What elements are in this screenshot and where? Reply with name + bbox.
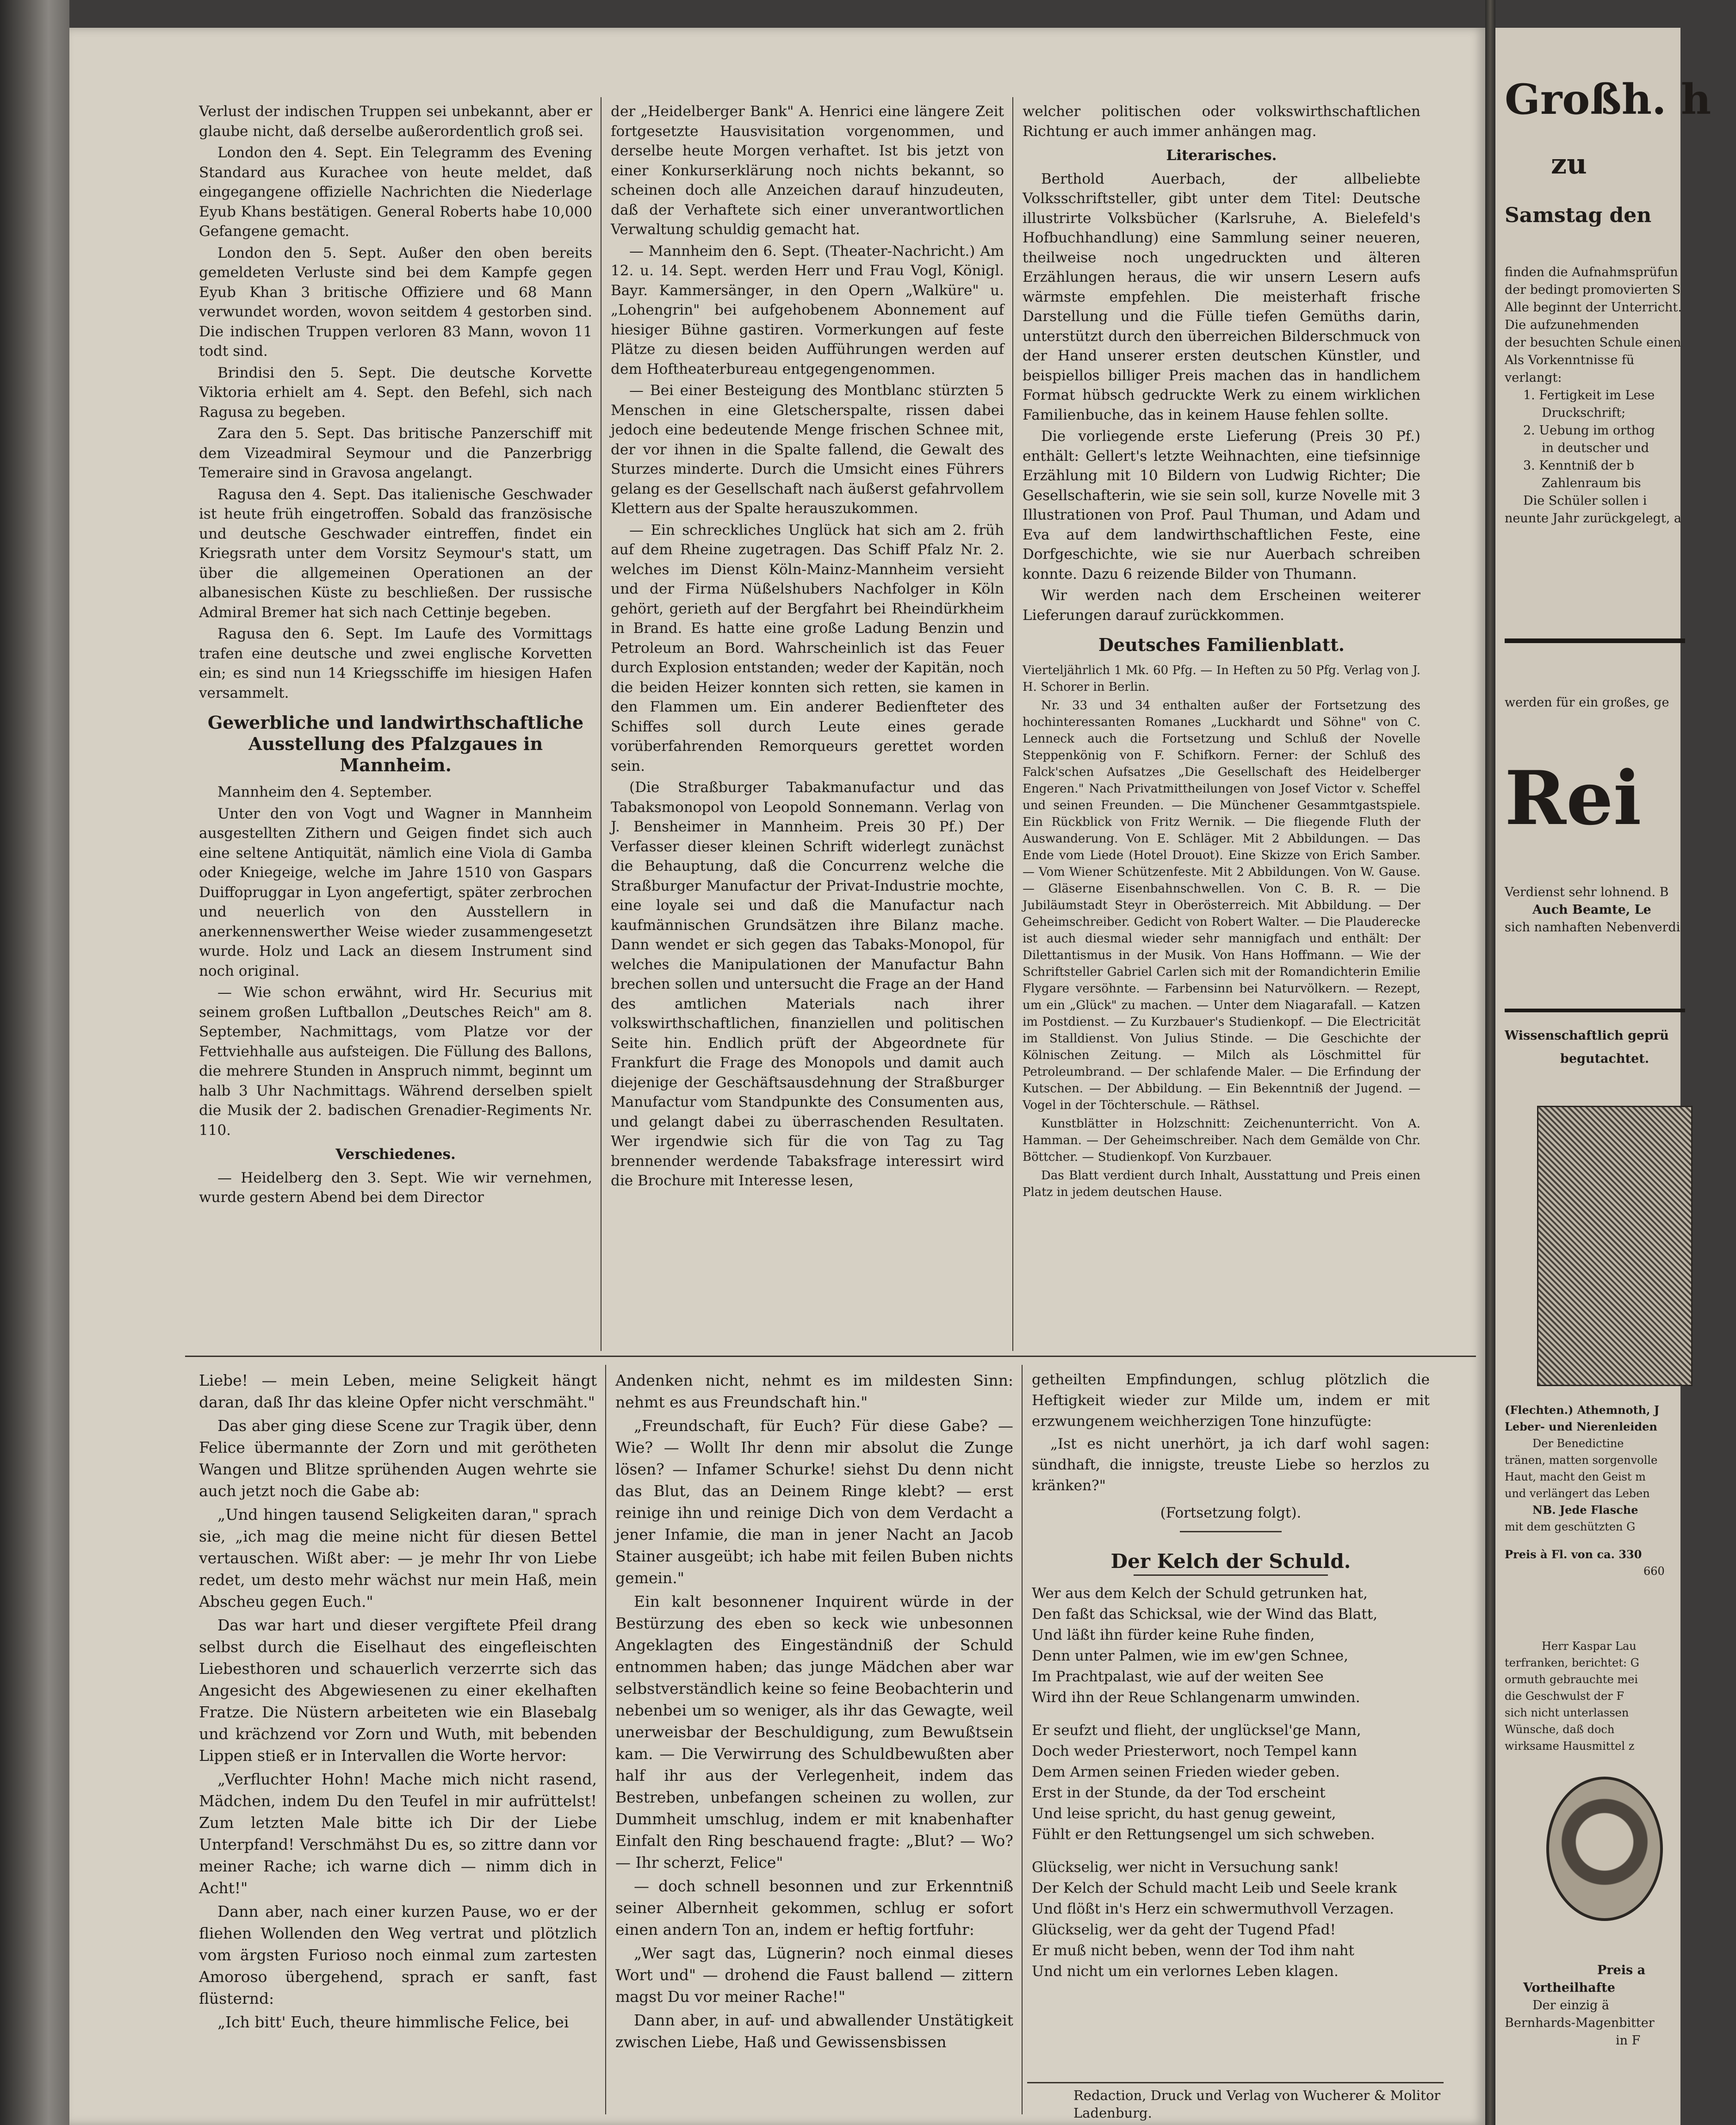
text-line: Herr Kaspar Lau bbox=[1542, 1640, 1637, 1653]
dateline: Mannheim den 4. September. bbox=[217, 784, 433, 800]
ad-border bbox=[1505, 1009, 1685, 1012]
news-item: Ragusa den 4. Sept. Das italienische Geschwader ist heute früh eingetroffen. Sobald das französische und deutsche Geschwader eintreffen, findet ein Kriegsrath unter dem Vorsitz Seymour's statt, um über die allgemeinen Operationen an der albanesischen Küste zu beschließen. Der russische Admiral Bremer hat sich nach Cettinje begeben. bbox=[199, 486, 592, 621]
text-line: Bernhards-Magenbitter bbox=[1505, 2016, 1655, 2030]
news-item: — Bei einer Besteigung des Montblanc stürzten 5 Menschen in eine Gletscherspalte, rissen dabei jedoch eine bedeutende Menge frischen Schnee mit, der vor ihnen in die Spalte fallend, die Gewalt des Sturzes minderte. Durch die Umsicht eines Führers gelang es der Gesellschaft nach äußerst gefahrvollem Klettern aus der Spalte herauszukommen. bbox=[611, 382, 1004, 517]
text-line: Leber- und Nierenleiden bbox=[1505, 1420, 1657, 1433]
ad-text-d bbox=[1505, 1638, 1680, 1754]
continuation-note: (Fortsetzung folgt). bbox=[1160, 1505, 1302, 1521]
right-title-2: zu bbox=[1551, 148, 1587, 180]
text-line: ormuth gebrauchte mei bbox=[1505, 1673, 1638, 1686]
section-heading-literary: Literarisches. bbox=[1166, 147, 1277, 164]
ad2-subhead: begutachtet. bbox=[1560, 1052, 1649, 1066]
text-line: 2. Uebung im orthog bbox=[1523, 423, 1655, 438]
right-title-3: Samstag den bbox=[1505, 204, 1652, 227]
text-line: 660 bbox=[1643, 1565, 1665, 1578]
text-line: Wünsche, daß doch bbox=[1505, 1723, 1615, 1736]
feuilleton-column-2 bbox=[615, 1369, 1013, 2091]
text-line: sich nicht unterlassen bbox=[1505, 1706, 1629, 1719]
page-gutter bbox=[1485, 0, 1495, 2125]
news-item: — Mannheim den 6. Sept. (Theater-Nachricht.) Am 12. u. 14. Sept. werden Herr und Frau Vogl, Königl. Bayr. Kammersänger, in den Opern „Walküre" u. „Lohengrin" bei aufgehobenem Abonnement auf hiesiger Bühne gastiren. Vormerkungen auf feste Plätze zu diesen beiden Aufführungen werden auf dem Hoftheaterbureau entgegengenommen. bbox=[611, 242, 1004, 378]
text-line: Die Schüler sollen i bbox=[1523, 494, 1647, 508]
ad2-headline: Wissenschaftlich geprü bbox=[1505, 1028, 1669, 1043]
ad-text-b bbox=[1505, 884, 1680, 936]
article-text: — Heidelberg den 3. Sept. Wie wir vernehmen, wurde gestern Abend bei dem Director bbox=[199, 1169, 592, 1206]
story-text: „Und hingen tausend Seligkeiten daran," sprach sie, „ich mag die meine nicht für diesen Bettel vertauschen. Wißt aber: — je mehr Ihr von Liebe redet, um desto mehr wächst nur mein Haß, mein Abscheu gegen Euch." bbox=[199, 1505, 597, 1611]
news-item: Brindisi den 5. Sept. Die deutsche Korvette Viktoria erhielt am 4. Sept. den Befehl, sich nach Ragusa zu begeben. bbox=[199, 364, 592, 421]
article-text: Verlust der indischen Truppen sei unbekannt, aber er glaube nicht, daß derselbe außerordentlich groß sei. bbox=[199, 103, 592, 140]
story-text: Dann aber, in auf- und abwallender Unstätigkeit zwischen Liebe, Haß und Gewissensbissen bbox=[615, 2011, 1013, 2051]
poem-line: Und läßt ihn fürder keine Ruhe finden, bbox=[1032, 1627, 1315, 1643]
divider bbox=[1134, 1574, 1328, 1576]
text-line: sich namhaften Nebenverdi bbox=[1505, 920, 1680, 935]
article-text: Nr. 33 und 34 enthalten außer der Fortsetzung des hochinteressanten Romanes „Luckhardt und Söhne" von C. Lenneck auch die Fortsetzung und Schluß der Novelle Steppenkönig von F. Schifkorn. Ferner: der Schluß des Falck'schen Aufsatzes „Die Gesellschaft des Heidelberger Engeren." Nach Privatmittheilungen von Josef Victor v. Scheffel und seinen Freunden. — Die Münchener Gesammtgastspiele. Ein Rückblick von Fritz Wernik. — Die fliegende Fluth der Auswanderung. Von E. Schläger. Mit 2 Abbildungen. — Das Ende vom Liede (Hotel Drouot). Eine Skizze von Erich Samber. — Vom Wiener Schützenfeste. Mit 2 Abbildungen. Von W. Gause. — Gläserne Eisenbahnschwellen. Von C. B. R. — Die Jubiläumstadt Steyr in Oberösterreich. Mit Abbildung. — Der Geheimschreiber. Gedicht von Robert Walter. — Die Plauderecke ist auch diesmal wieder sehr mannigfach und enthält: Der Dilettantismus in der Musik. Von Hans Hoffmann. — Wie der Schriftsteller Gabriel Carlen sich mit der Romandichterin Emilie Flygare versöhnte. — Farbensinn bei Naturvölkern. — Rezept, um ein „Glück" zu machen. — Unter dem Niagarafall. — Katzen im Postdienst. — Zu Kurzbauer's Studienkopf. — Die Electricität im Stalldienst. Von Julius Stinde. — Die Geschichte der Kölnischen Zeitung. — Milch als Löschmittel für Petroleumbrand. — Der schlafende Maler. — Die Erfindung der Kutschen. — Der Abbildung. — Ein Bekenntniß der Jugend. — Vogel in der Töchterschule. — Räthsel. bbox=[1023, 699, 1420, 1112]
article-text: Wir werden nach dem Erscheinen weiterer Lieferungen darauf zurückkommen. bbox=[1023, 587, 1420, 624]
poem-title: Der Kelch der Schuld. bbox=[1110, 1550, 1351, 1573]
text-line: Als Vorkenntnisse fü bbox=[1505, 353, 1635, 367]
ad-small-text: werden für ein großes, ge bbox=[1505, 695, 1669, 710]
text-line: neunte Jahr zurückgelegt, a bbox=[1505, 511, 1682, 526]
article-text: Die vorliegende erste Lieferung (Preis 30 Pf.) enthält: Gellert's letzte Weihnachten, eine tiefsinnige Erzählung mit 10 Bildern von Ludwig Richter; Die Gesellschafterin, wie sie sein soll, kurze Novelle mit 3 Illustrationen von Prof. Paul Thuman, und Adam und Eva auf dem landwirthschaftlichen Feste, eine Dorfgeschichte, wie sie nur Auerbach schreiben konnte. Dazu 6 reizende Bilder von Thumann. bbox=[1023, 428, 1420, 582]
ad-border bbox=[1505, 638, 1685, 643]
monk-medallion-icon bbox=[1546, 1777, 1663, 1921]
right-text-a bbox=[1505, 264, 1680, 527]
story-text: „Ich bitt' Euch, theure himmlische Felice, bei bbox=[217, 2013, 569, 2031]
feuilleton-column-1 bbox=[199, 1369, 597, 2091]
news-item: Ragusa den 6. Sept. Im Laufe des Vormittags trafen eine deutsche und zwei englische Korvetten ein; es sind nun 14 Kriegsschiffe im hiesigen Hafen versammelt. bbox=[199, 626, 592, 701]
news-item: Zara den 5. Sept. Das britische Panzerschiff mit dem Vizeadmiral Seymour und die Panzerbrigg Temeraire sind in Gravosa angelangt. bbox=[199, 425, 592, 481]
text-line: (Flechten.) Athemnoth, J bbox=[1505, 1403, 1660, 1417]
poem-stanza-2 bbox=[1032, 1720, 1430, 1845]
column-rule bbox=[605, 1365, 606, 2114]
story-text: „Verfluchter Hohn! Mache mich nicht rasend, Mädchen, indem Du den Teufel in mir aufrüttelst! Zum letzten Male bitte ich Dir der Liebe Unterpfand! Verschmähst Du es, so zittre dann vor meiner Rache; ich warne dich — nimm dich in Acht!" bbox=[199, 1770, 597, 1897]
text-line: in deutscher und bbox=[1542, 441, 1649, 455]
engraving-illustration bbox=[1537, 1106, 1693, 1386]
text-line: wirksame Hausmittel z bbox=[1505, 1740, 1635, 1753]
poem-line: Und flößt in's Herz ein schwermuthvoll Verzagen. bbox=[1032, 1901, 1394, 1917]
text-line: Preis a bbox=[1597, 1963, 1646, 1977]
story-text: Ein kalt besonnener Inquirent würde in der Bestürzung des eben so keck wie unbesonnen Angeklagten des Eingeständniß der Schuld entnommen haben; das junge Mädchen aber war selbstverständlich keine so feine Beobachterin und nebenbei um so weniger, als ihr das Gewagte, weil unerweisbar der Beschuldigung, zum Bewußtsein kam. — Die Verwirrung des Schuldbewußten aber half ihr aus der Verlegenheit, indem das Bestreben, unbefangen scheinen zu wollen, zur Dummheit umschlug, indem er mit knabenhafter Einfalt den Ring beschauend fragte: „Blut? — Wo? — Ihr scherzt, Felice" bbox=[615, 1592, 1013, 1871]
column-3 bbox=[1023, 102, 1420, 1351]
text-line: und verlängert das Leben bbox=[1505, 1487, 1650, 1500]
poem-line: Erst in der Stunde, da der Tod erscheint bbox=[1032, 1784, 1326, 1801]
column-1 bbox=[199, 102, 592, 1351]
book-review: (Die Straßburger Tabakmanufactur und das Tabaksmonopol von Leopold Sonnemann. Verlag von J. Bensheimer in Mannheim. Preis 30 Pf.) Der Verfasser dieser kleinen Schrift widerlegt zunächst die Behauptung, daß die Concurrenz welche die Straßburger Manufactur der Privat-Industrie mochte, eine loyale sei und daß die Manufactur nach kaufmännischen Grundsätzen ihre Bilanz mache. Dann wendet er sich gegen das Tabaks-Monopol, für welches die Manipulationen der Manufactur Bahn brechen sollen und untersucht die Frage an der Hand des amtlichen Materials nach ihrer volkswirthschaftlichen, finanziellen und politischen Seite hin. Endlich prüft der Abgeordnete für Frankfurt die Frage des Monopols und damit auch diejenige der Geschäftsausdehnung der Straßburger Manufactur vom Standpunkte des Consumenten aus, und gelangt dabei zu überraschenden Resultaten. Wer irgendwie sich für die von Tag zu Tag brennender werdende Tabaksfrage interessirt wird die Brochure mit Interesse lesen, bbox=[611, 779, 1004, 1189]
column-rule bbox=[1022, 1365, 1023, 2114]
text-line: Alle beginnt der Unterricht. bbox=[1505, 300, 1682, 315]
story-text: „Ist es nicht unerhört, ja ich darf wohl sagen: sündhaft, die innigste, treuste Liebe so herzlos zu kränken?" bbox=[1032, 1436, 1430, 1494]
story-text: getheilten Empfindungen, schlug plötzlich die Heftigkeit wieder zur Milde um, indem er mit erzwungenem weichherzigen Tone hinzufügte: bbox=[1032, 1371, 1430, 1430]
article-text: welcher politischen oder volkswirthschaftlichen Richtung er auch immer anhängen mag. bbox=[1023, 103, 1420, 140]
poem-line: Den faßt das Schicksal, wie der Wind das Blatt, bbox=[1032, 1606, 1378, 1623]
section-heading-misc: Verschiedenes. bbox=[335, 1146, 456, 1163]
section-heading-familienblatt: Deutsches Familienblatt. bbox=[1098, 634, 1345, 655]
imprint: Redaction, Druck und Verlag von Wucherer & Molitor Ladenburg. bbox=[1073, 2088, 1441, 2121]
article-text: der „Heidelberger Bank" A. Henrici eine längere Zeit fortgesetzte Hausvisitation vorgenommen, und derselbe heute Morgen verhaftet. Ist bis jetzt von einer Konkurserklärung noch nichts bekannt, so scheinen doch alle Anzeichen darauf hinzudeuten, daß der Verhaftete sich einer unverantwortlichen Verwaltung schuldig gemacht hat. bbox=[611, 103, 1004, 238]
poem-line: Glückselig, wer nicht in Versuchung sank! bbox=[1032, 1859, 1339, 1876]
section-heading-exhibition: Gewerbliche und landwirthschaftliche Ausstellung des Pfalzgaues in Mannheim. bbox=[207, 712, 584, 775]
poem-line: Der Kelch der Schuld macht Leib und Seele krank bbox=[1032, 1880, 1397, 1896]
story-text: Das war hart und dieser vergiftete Pfeil drang selbst durch die Eiselhaut des eingefleischten Liebesthoren und schauerlich verzerrte sich das Angesicht des Abgewiesenen zu einer ekelhaften Fratze. Die Nüstern arbeiteten wie ein Blasebalg und krächzend vor Zorn und Wuth, mit bebenden Lippen stieß er in Intervallen die Worte hervor: bbox=[199, 1616, 597, 1765]
text-line: Auch Beamte, Le bbox=[1532, 903, 1651, 917]
article-text: — Wie schon erwähnt, wird Hr. Securius mit seinem großen Luftballon „Deutsches Reich" am 8. September, Nachmittags, vom Platze vor der Fettviehhalle aus aufsteigen. Die Füllung des Ballons, die mehrere Stunden in Anspruch nimmt, beginnt um halb 3 Uhr Nachmittags. Während derselben spielt die Musik der 2. badischen Grenadier-Regiments Nr. 110. bbox=[199, 984, 592, 1139]
poem-stanza-1 bbox=[1032, 1583, 1430, 1708]
text-line: Der Benedictine bbox=[1532, 1437, 1624, 1450]
poem-line: Doch weder Priesterwort, noch Tempel kann bbox=[1032, 1743, 1358, 1759]
text-line: mit dem geschützten G bbox=[1505, 1520, 1636, 1533]
story-text: — doch schnell besonnen und zur Erkenntniß seiner Albernheit gekommen, schlug er sofort einen andern Ton an, indem er heftig fortfuhr: bbox=[615, 1877, 1013, 1939]
news-item: — Ein schreckliches Unglück hat sich am 2. früh auf dem Rheine zugetragen. Das Schiff Pfalz Nr. 2. welches im Dienst Köln-Mainz-Mannheim versieht und der Firma Nüßelshubers Nachfolger in Köln gehört, gerieth auf der Bergfahrt bei Rheindürkheim in Brand. Es hatte eine große Ladung Benzin und Petroleum an Bord. Wahrscheinlich ist das Feuer durch Explosion entstanden; weder der Kapitän, noch die beiden Heizer konnten sich retten, sie kamen in den Flammen um. Ein anderer Bedienfteter des Schiffes soll durch Leute eines gerade vorüberfahrenden Remorqueurs gerettet worden sein. bbox=[611, 521, 1004, 774]
story-text: „Wer sagt das, Lügnerin? noch einmal dieses Wort und" — drohend die Faust ballend — zittern magst Du vor meiner Rache!" bbox=[615, 1944, 1013, 2006]
ad-text-c bbox=[1505, 1402, 1680, 1580]
text-line: Druckschrift; bbox=[1542, 406, 1626, 420]
column-rule bbox=[1012, 97, 1013, 1351]
article-text: Unter den von Vogt und Wagner in Mannheim ausgestellten Zithern und Geigen findet sich auch eine seltene Antiquität, nämlich eine Viola di Gamba oder Kniegeige, welche im Jahre 1510 von Gaspars Duiffopruggar in Lyon angefertigt, später zerbrochen und neuerlich von den Ausstellern in anerkennenswerther Weise wieder zusammengesetzt wurde. Holz und Lack an diesem Instrument sind noch original. bbox=[199, 805, 592, 979]
poem-line: Er muß nicht beben, wenn der Tod ihm naht bbox=[1032, 1942, 1354, 1959]
poem-line: Und nicht um ein verlornes Leben klagen. bbox=[1032, 1963, 1339, 1980]
poem-line: Glückselig, wer da geht der Tugend Pfad! bbox=[1032, 1921, 1336, 1938]
poem-line: Wird ihn der Reue Schlangenarm umwinden. bbox=[1032, 1689, 1360, 1706]
ad-text-e bbox=[1505, 1962, 1680, 2050]
story-text: Dann aber, nach einer kurzen Pause, wo er der fliehen Wollenden den Weg vertrat und plötzlich vom ärgsten Furioso noch einmal zum zartesten Amoroso übergehend, sprach er sanft, fast flüsternd: bbox=[199, 1902, 597, 2007]
text-line: Zahlenraum bis bbox=[1542, 476, 1641, 490]
poem-line: Wer aus dem Kelch der Schuld getrunken hat, bbox=[1032, 1585, 1368, 1602]
story-text: Andenken nicht, nehmt es im mildesten Sinn: nehmt es aus Freundschaft hin." bbox=[615, 1371, 1013, 1411]
feuilleton-separator bbox=[185, 1356, 1476, 1357]
poem-line: Im Prachtpalast, wie auf der weiten See bbox=[1032, 1668, 1324, 1685]
text-line: 1. Fertigkeit im Lese bbox=[1523, 388, 1655, 403]
article-text: Kunstblätter in Holzschnitt: Zeichenunterricht. Von A. Hamman. — Der Geheimschreiber. Nach dem Gemälde von Chr. Böttcher. — Studienkopf. Von Kurzbauer. bbox=[1023, 1117, 1420, 1164]
column-2 bbox=[611, 102, 1004, 1351]
text-line: NB. Jede Flasche bbox=[1532, 1503, 1638, 1517]
poem-line: Denn unter Palmen, wie im ew'gen Schnee, bbox=[1032, 1648, 1348, 1664]
ad-headline: Rei bbox=[1505, 755, 1642, 842]
text-line: terfranken, berichtet: G bbox=[1505, 1656, 1639, 1669]
news-item: London den 4. Sept. Ein Telegramm des Evening Standard aus Kurachee von heute meldet, daß eingegangene offizielle Nachrichten die Niederlage Eyub Khans bestätigen. General Roberts habe 10,000 Gefangene gemacht. bbox=[199, 144, 592, 240]
right-title-1: Großh. h bbox=[1505, 75, 1711, 124]
text-line: Verdienst sehr lohnend. B bbox=[1505, 885, 1669, 899]
article-text: Berthold Auerbach, der allbeliebte Volksschriftsteller, gibt unter dem Titel: Deutsche illustrirte Volksbücher (Karlsruhe, A. Bielefeld's Hofbuchhandlung) eine Sammlung seiner neueren, theilweise noch ungedruckten und älteren Erzählungen heraus, die wir unsern Lesern aufs wärmste empfehlen. Die meisterhaft frische Darstellung und die Fülle tiefen Gemüths darin, unterstützt durch den überreichen Bilderschmuck von der Hand unserer ersten deutschen Künstler, und beispiellos billiger Preis machen das in handlichem Format hübsch gedruckte Werk zu einem wirklichen Familienbuche, das in keinem Hause fehlen sollte. bbox=[1023, 170, 1420, 423]
text-line: Der einzig ä bbox=[1532, 1998, 1609, 2013]
text-line: Vortheilhafte bbox=[1523, 1981, 1615, 1995]
text-line: der bedingt promovierten S bbox=[1505, 283, 1681, 297]
newspaper-page bbox=[69, 28, 1485, 2125]
poem-stanza-3 bbox=[1032, 1857, 1430, 1982]
adjacent-page bbox=[1495, 28, 1711, 2125]
story-text: Liebe! — mein Leben, meine Seligkeit hängt daran, daß Ihr das kleine Opfer nicht verschmäht." bbox=[199, 1371, 597, 1411]
text-line: der besuchten Schule einen bbox=[1505, 335, 1681, 350]
text-line: die Geschwulst der F bbox=[1505, 1690, 1624, 1703]
text-line: Preis à Fl. von ca. 330 bbox=[1505, 1548, 1642, 1561]
poem-line: Dem Armen seinen Frieden wieder geben. bbox=[1032, 1764, 1340, 1780]
article-text: Das Blatt verdient durch Inhalt, Ausstattung und Preis einen Platz in jedem deutschen Hause. bbox=[1023, 1169, 1420, 1199]
text-line: 3. Kenntniß der b bbox=[1523, 458, 1635, 473]
poem-line: Fühlt er den Rettungsengel um sich schweben. bbox=[1032, 1826, 1375, 1843]
divider bbox=[1180, 1531, 1282, 1532]
poem-line: Und leise spricht, du hast genug geweint, bbox=[1032, 1805, 1336, 1822]
text-line: finden die Aufnahmsprüfun bbox=[1505, 265, 1678, 279]
text-line: verlangt: bbox=[1505, 371, 1562, 385]
book-spine bbox=[0, 0, 69, 2125]
poem-line: Er seufzt und flieht, der unglücksel'ge Mann, bbox=[1032, 1722, 1361, 1739]
story-text: „Freundschaft, für Euch? Für diese Gabe? — Wie? — Wollt Ihr denn mir absolut die Zunge lösen? — Infamer Schurke! siehst Du denn nicht das Blut, das an Deinem Ringe klebt? — erst reinige ihn und reinige Dich von dem Verdacht a jener Infamie, die man in jener Nacht an Jacob Stainer ausgeübt; ich habe mit feilen Buben nichts gemein." bbox=[615, 1417, 1013, 1587]
text-line: Die aufzunehmenden bbox=[1505, 318, 1639, 332]
subscription-info: Vierteljährlich 1 Mk. 60 Pfg. — In Heften zu 50 Pfg. Verlag von J. H. Schorer in Berlin. bbox=[1023, 663, 1420, 694]
imprint-rule bbox=[1027, 2082, 1444, 2083]
text-line: Haut, macht den Geist m bbox=[1505, 1470, 1646, 1483]
story-text: Das aber ging diese Scene zur Tragik über, denn Felice übermannte der Zorn und mit gerötheten Wangen und Blitze sprühenden Augen wehrte sie auch jetzt noch die Gabe ab: bbox=[199, 1417, 597, 1500]
text-line: tränen, matten sorgenvolle bbox=[1505, 1454, 1658, 1467]
text-line: in F bbox=[1616, 2033, 1641, 2048]
news-item: London den 5. Sept. Außer den oben bereits gemeldeten Verluste sind bei dem Kampfe gegen Eyub Khan 3 britische Offiziere und 68 Mann verwundet worden, wovon seitdem 4 gestorben sind. Die indischen Truppen verloren 83 Mann, wovon 11 todt sind. bbox=[199, 244, 592, 359]
feuilleton-column-3 bbox=[1032, 1369, 1430, 2082]
